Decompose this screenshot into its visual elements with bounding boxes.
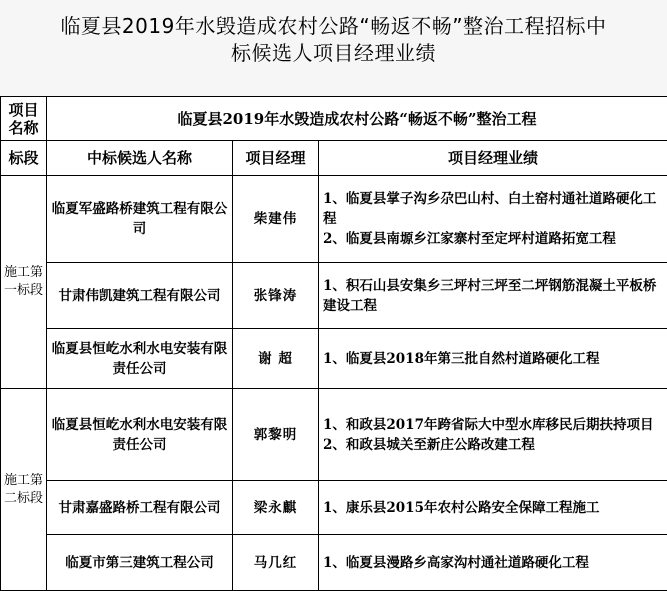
performance-cell [319,263,667,329]
company-name: 甘肃伟凯建筑工程有限公司 [47,263,233,329]
section-label: 施工第二标段 [1,389,47,591]
manager-name: 马几红 [233,535,319,591]
candidate-table [0,96,667,591]
table-row [1,389,667,481]
header-row [1,141,667,176]
document-title [0,0,667,96]
project-name-label: 项目名称 [1,97,47,141]
header-company: 中标候选人名称 [47,141,233,176]
performance-cell [319,535,667,591]
performance-cell [319,329,667,389]
table-row [1,176,667,263]
table-row [1,329,667,389]
manager-name: 郭黎明 [233,389,319,481]
performance-item: 1、临夏县2018年第三批自然村道路硬化工程 [323,349,663,369]
company-name: 临夏军盛路桥建筑工程有限公司 [47,176,233,263]
project-name-row [1,97,667,141]
company-name: 临夏县恒屹水利水电安装有限责任公司 [47,329,233,389]
header-performance: 项目经理业绩 [319,141,667,176]
section-label: 施工第一标段 [1,176,47,389]
performance-item: 1、临夏县漫路乡高家沟村通社道路硬化工程 [323,553,663,573]
performance-item: 1、积石山县安集乡三坪村三坪至二坪钢筋混凝土平板桥建设工程 [323,276,663,316]
performance-cell [319,481,667,535]
table-row [1,535,667,591]
manager-name: 柴建伟 [233,176,319,263]
manager-name: 谢 超 [233,329,319,389]
header-section: 标段 [1,141,47,176]
performance-item: 1、临夏县掌子沟乡尕巴山村、白土窑村通社道路硬化工程 [323,189,663,229]
manager-name: 梁永麒 [233,481,319,535]
performance-item: 1、康乐县2015年农村公路安全保障工程施工 [323,498,663,518]
performance-item: 2、和政县城关至新庄公路改建工程 [323,435,663,455]
manager-name: 张锋涛 [233,263,319,329]
table-row [1,263,667,329]
company-name: 临夏市第三建筑工程公司 [47,535,233,591]
company-name: 甘肃嘉盛路桥工程有限公司 [47,481,233,535]
project-name-value: 临夏县2019年水毁造成农村公路“畅返不畅”整治工程 [47,97,667,141]
table-row [1,481,667,535]
performance-item: 1、和政县2017年跨省际大中型水库移民后期扶持项目 [323,415,663,435]
performance-cell [319,389,667,481]
title-line-1: 临夏县2019年水毁造成农村公路“畅返不畅”整治工程招标中 [0,13,667,40]
header-manager: 项目经理 [233,141,319,176]
title-line-2: 标候选人项目经理业绩 [0,40,667,67]
performance-cell [319,176,667,263]
performance-item: 2、临夏县南塬乡江家寨村至定坪村道路拓宽工程 [323,229,663,249]
company-name: 临夏县恒屹水利水电安装有限责任公司 [47,389,233,481]
